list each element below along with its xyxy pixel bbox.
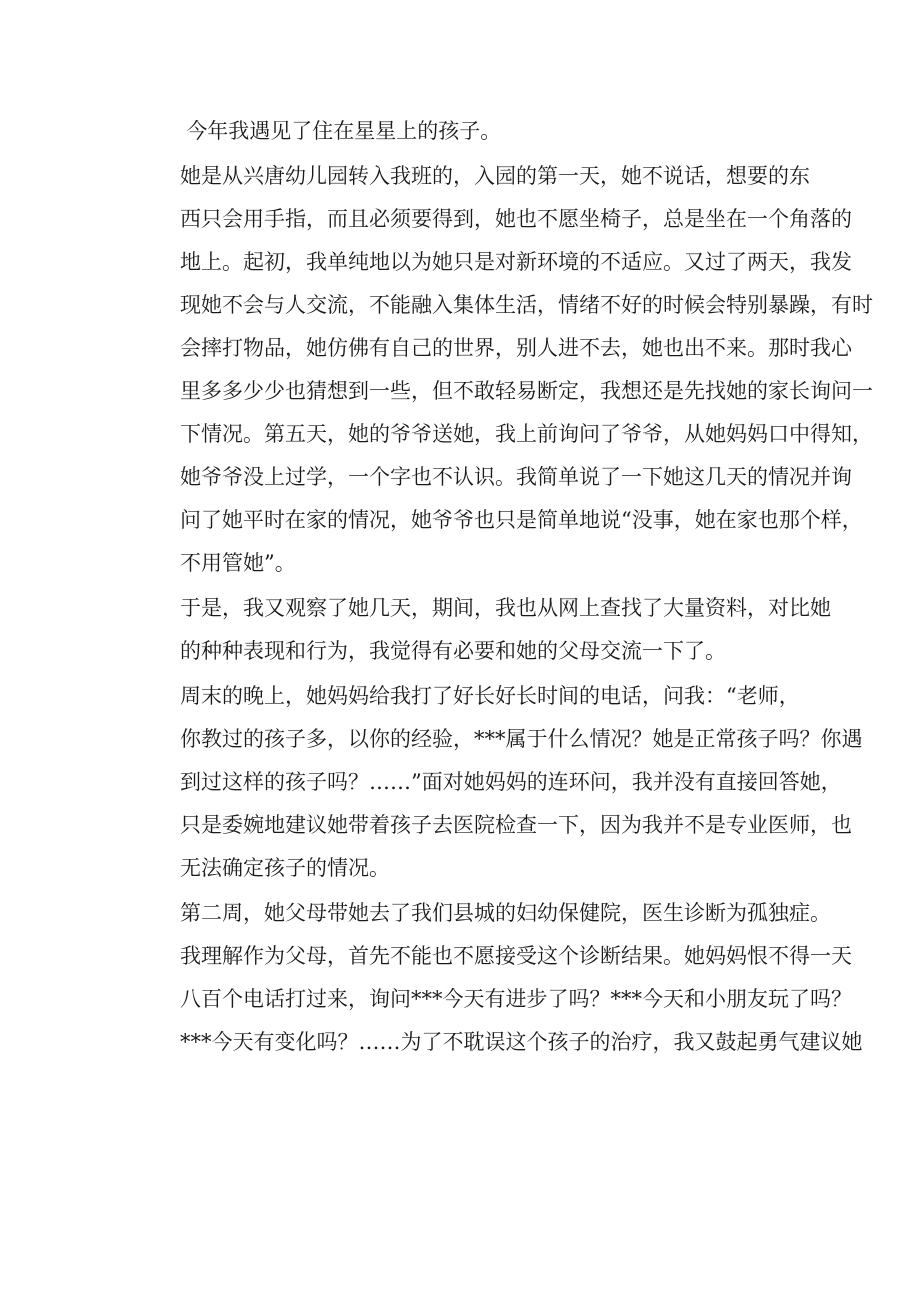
paragraph-2-line-4: 现她不会与人交流，不能融入集体生活，情绪不好的时候会特别暴躁，有时 [180,293,873,317]
document-body [138,110,873,1064]
paragraph-4-line-1: 周末的晚上，她妈妈给我打了好长好长时间的电话，问我：“老师， [180,684,800,708]
paragraph-5-line-4: ***今天有变化吗？……为了不耽误这个孩子的治疗，我又鼓起勇气建议她 [180,1030,863,1054]
paragraph-2-line-7: 下情况。第五天，她的爷爷送她，我上前询问了爷爷，从她妈妈口中得知， [180,422,873,446]
paragraph-5-line-3: 八百个电话打过来，询问***今天有进步了吗？***今天和小朋友玩了吗？ [180,987,852,1011]
paragraph-5-line-2: 我理解作为父母，首先不能也不愿接受这个诊断结果。她妈妈恨不得一天 [180,944,852,968]
paragraph-4-line-2: 你教过的孩子多，以你的经验，***属于什么情况？她是正常孩子吗？你遇 [180,727,863,751]
paragraph-4-line-3: 到过这样的孩子吗？……”面对她妈妈的连环问，我并没有直接回答她， [180,770,842,794]
paragraph-5-line-1: 第二周，她父母带她去了我们县城的妇幼保健院，医生诊断为孤独症。 [180,901,831,925]
paragraph-4-line-4: 只是委婉地建议她带着孩子去医院检查一下，因为我并不是专业医师，也 [180,813,852,837]
paragraph-4 [138,675,863,890]
paragraph-2 [138,155,873,585]
paragraph-2-line-8: 她爷爷没上过学，一个字也不认识。我简单说了一下她这几天的情况并询 [180,465,852,489]
paragraph-2-line-10: 不用管她”。 [180,551,296,575]
paragraph-1-line-1: 今年我遇见了住在星星上的孩子。 [186,119,502,143]
paragraph-2-line-5: 会摔打物品，她仿佛有自己的世界，别人进不去，她也出不来。那时我心 [180,336,852,360]
paragraph-2-line-3: 地上。起初，我单纯地以为她只是对新环境的不适应。又过了两天，我发 [180,250,852,274]
paragraph-2-line-2: 西只会用手指，而且必须要得到，她也不愿坐椅子，总是坐在一个角落的 [180,207,852,231]
paragraph-3-line-1: 于是，我又观察了她几天，期间，我也从网上查找了大量资料，对比她 [180,596,831,620]
paragraph-2-line-9: 问了她平时在家的情况，她爷爷也只是简单地说“没事，她在家也那个样， [180,508,863,532]
paragraph-3-line-2: 的种种表现和行为，我觉得有必要和她的父母交流一下了。 [180,639,726,663]
paragraph-2-line-1: 她是从兴唐幼儿园转入我班的，入园的第一天，她不说话，想要的东 [180,164,810,188]
paragraph-2-line-6: 里多多少少也猜想到一些，但不敢轻易断定，我想还是先找她的家长询问一 [180,379,873,403]
paragraph-4-line-5: 无法确定孩子的情况。 [180,856,390,880]
paragraph-1 [138,110,798,153]
paragraph-3 [138,587,831,673]
paragraph-5 [138,892,863,1064]
